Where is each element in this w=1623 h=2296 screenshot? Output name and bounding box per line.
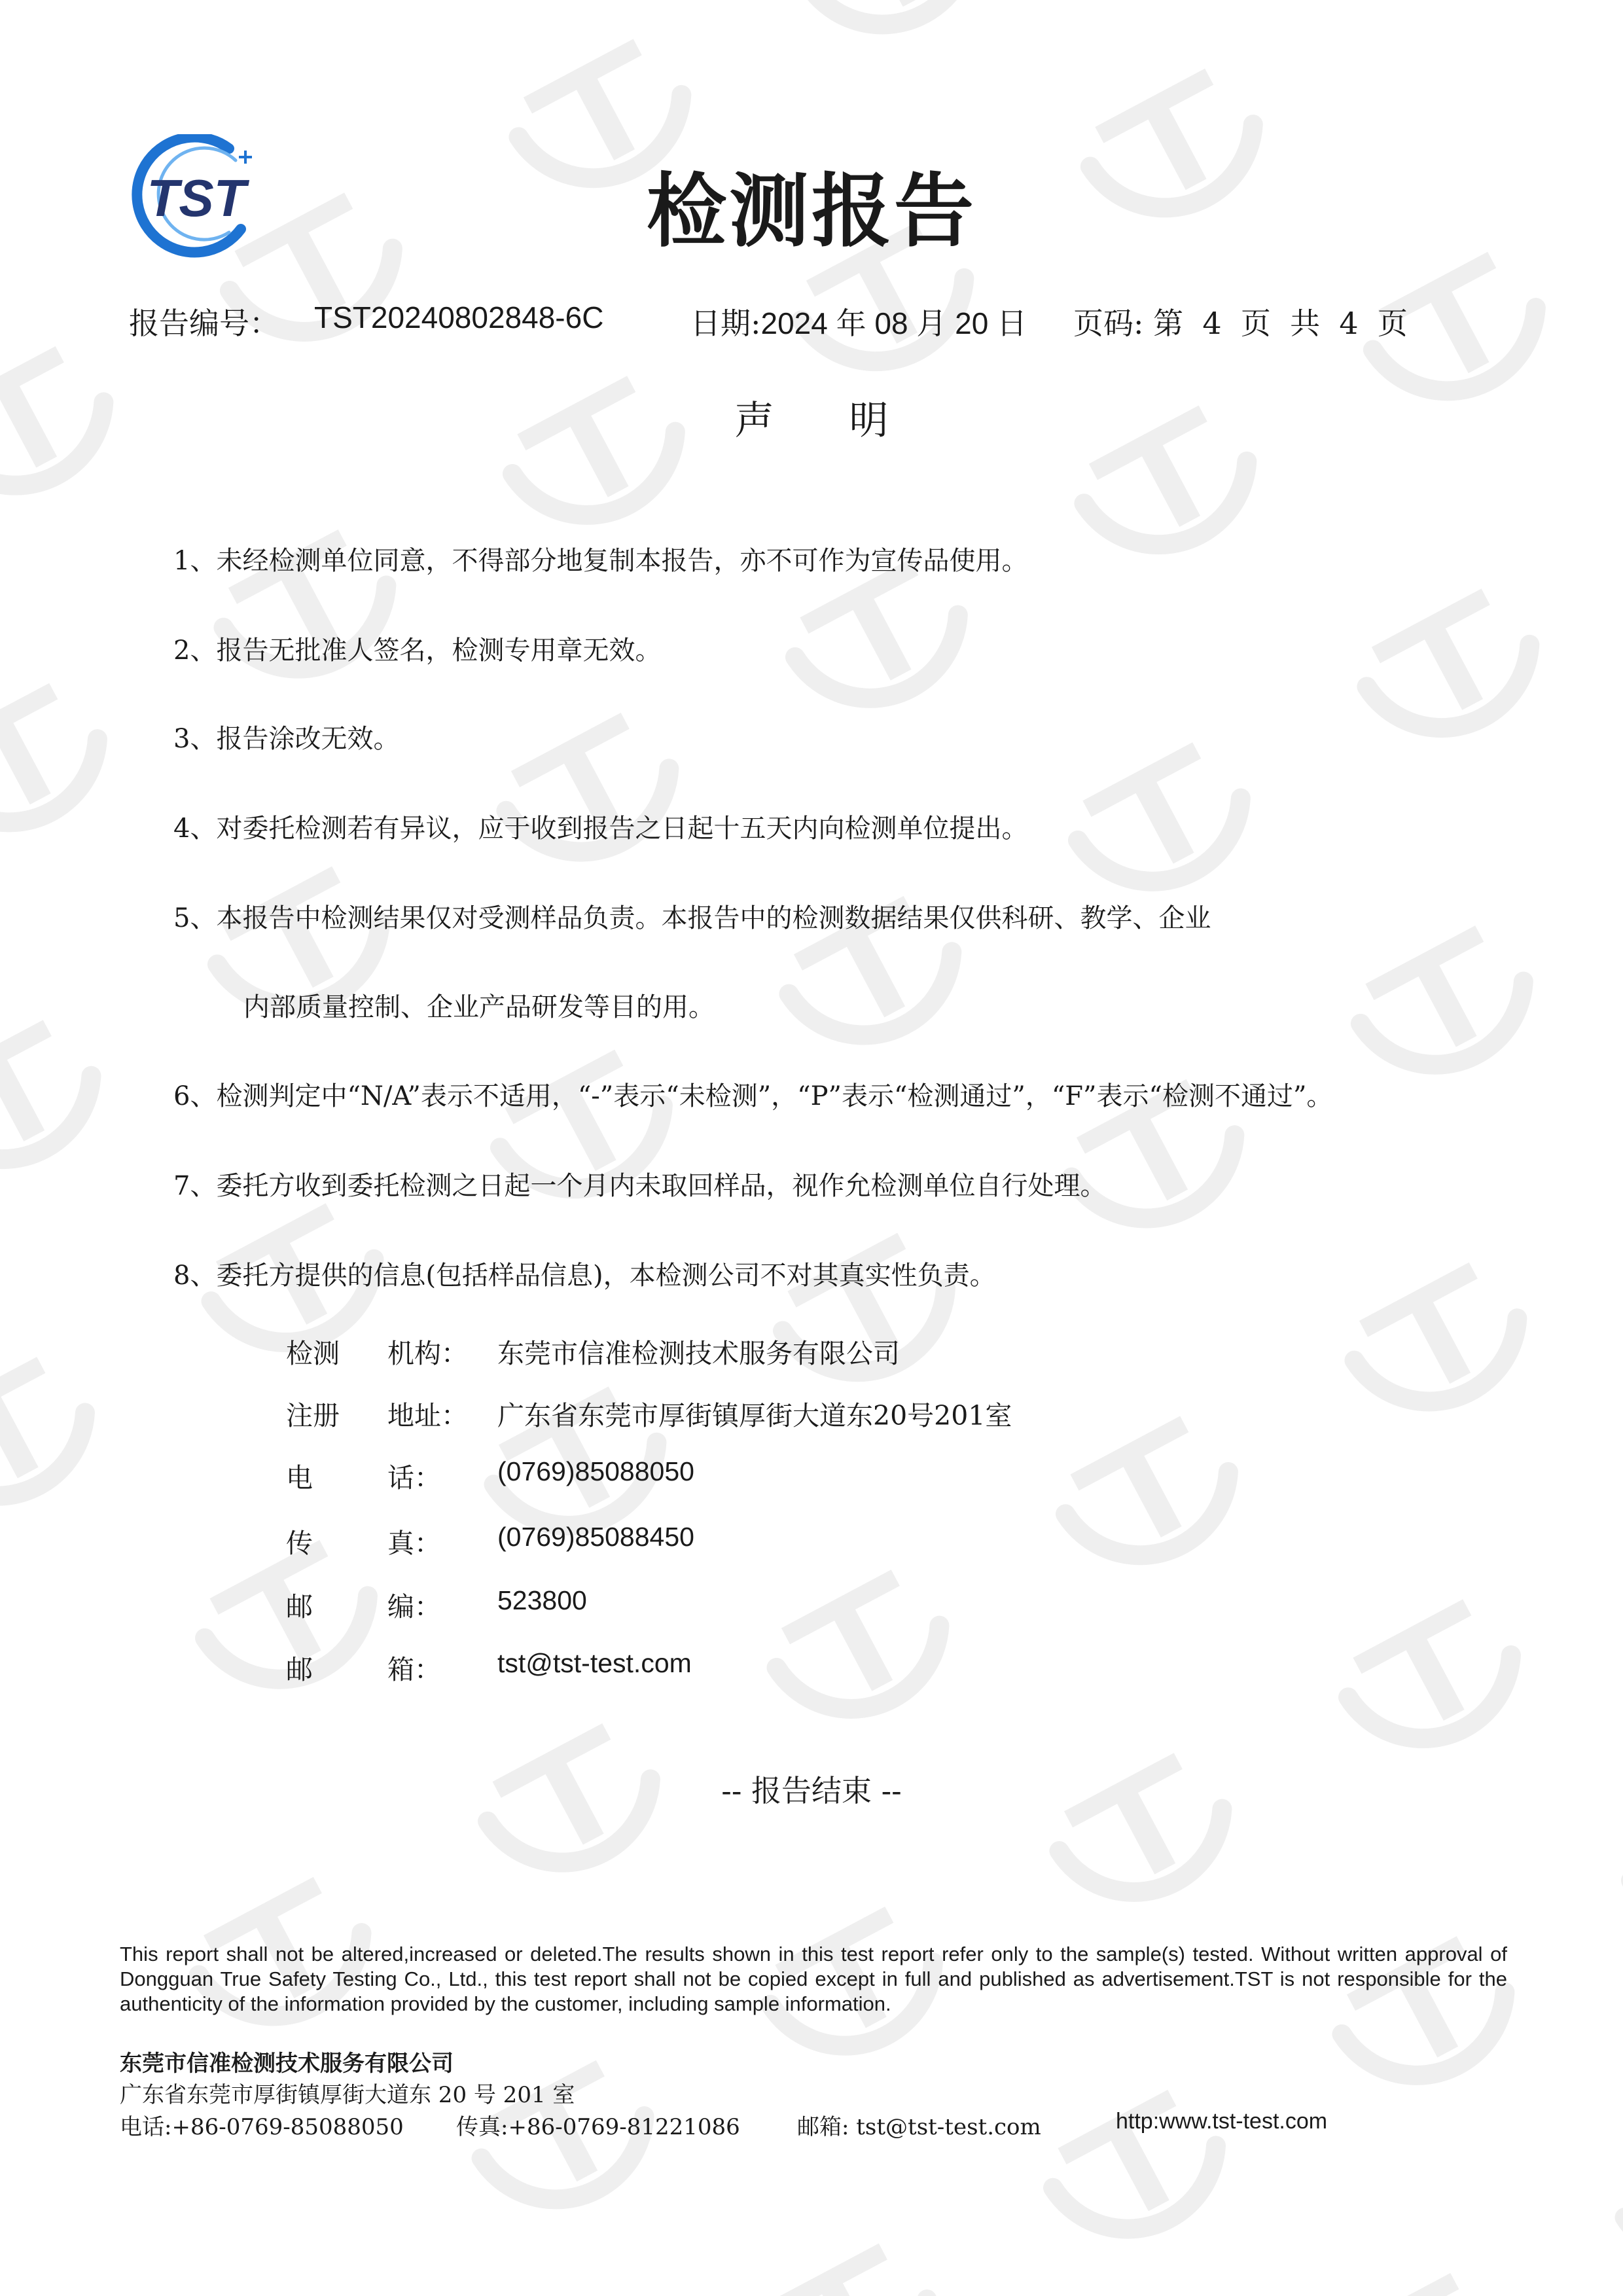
footer-address: 广东省东莞市厚街镇厚街大道东 20 号 201 室 [120,2082,575,2108]
footer-website: http:www.tst-test.com [1116,2109,1328,2134]
footer-fax: 传真:+86-0769-81221086 [456,2114,740,2140]
contact-label-institution: 检测 机构： [286,1338,468,1369]
declaration-title: 声 明 [734,398,889,444]
footer-email: 邮箱: tst@tst-test.com [797,2114,1041,2140]
declaration-item-1: 1、未经检测单位同意，不得部分地复制本报告，亦不可作为宣传品使用。 [173,546,1028,576]
declaration-item-8: 8、委托方提供的信息(包括样品信息)，本检测公司不对其真实性负责。 [173,1261,996,1291]
contact-postcode: 523800 [497,1585,587,1615]
contact-fax: (0769)85088450 [497,1522,694,1552]
contact-label-address: 注册 地址： [286,1400,468,1431]
page-text: 第 4 页 共 4 页 [1153,306,1408,341]
contact-email: tst@tst-test.com [497,1648,692,1678]
contact-phone: (0769)85088050 [497,1456,694,1486]
declaration-item-6: 6、检测判定中“N/A”表示不适用，“-”表示“未检测”，“P”表示“检测通过”，“F”表示“检测不通过”。 [173,1081,1333,1111]
declaration-item-7: 7、委托方收到委托检测之日起一个月内未取回样品，视作允检测单位自行处理。 [173,1171,1107,1201]
declaration-item-5-continued: 内部质量控制、企业产品研发等目的用。 [243,992,715,1022]
footer-phone: 电话:+86-0769-85088050 [120,2114,404,2140]
declaration-item-2: 2、报告无批准人签名，检测专用章无效。 [173,636,662,666]
contact-label-email: 邮 箱： [286,1654,441,1685]
logo-text: TST [147,169,246,227]
date-field [690,300,1027,343]
contact-address: 广东省东莞市厚街镇厚街大道东20号201室 [497,1400,1012,1431]
declaration-item-5: 5、本报告中检测结果仅对受测样品负责。本报告中的检测数据结果仅供科研、教学、企业 [173,903,1211,933]
footer-company: 东莞市信准检测技术服务有限公司 [120,2051,454,2077]
date-value: 2024 年 08 月 20 日 [760,306,1027,340]
report-end-marker: -- 报告结束 -- [721,1773,902,1808]
page-info [1073,300,1408,343]
contact-label-fax: 传 真： [286,1528,441,1559]
declaration-item-3: 3、报告涂改无效。 [173,724,400,754]
report-number-label: 报告编号： [129,306,279,341]
footer-disclaimer: This report shall not be altered,increased or deleted.The results shown in this test report refer only to the sample(s) tested. Without written approval of Dongguan True Safety Testing Co., Ltd., this test report shall not be copied except in full and published as advertisement.TST is not responsible for the authenticity of the information provided by the customer, including sample information. [120,1943,1507,2015]
report-number: TST20240802848-6C [314,300,604,334]
contact-label-phone: 电 话： [286,1462,441,1494]
contact-institution: 东莞市信准检测技术服务有限公司 [497,1338,900,1369]
date-label: 日期: [690,306,761,341]
page-label: 页码: [1073,306,1144,341]
document-title: 检测报告 [647,164,976,258]
declaration-item-4: 4、对委托检测若有异议，应于收到报告之日起十五天内向检测单位提出。 [173,814,1028,844]
contact-label-postcode: 邮 编： [286,1591,441,1623]
